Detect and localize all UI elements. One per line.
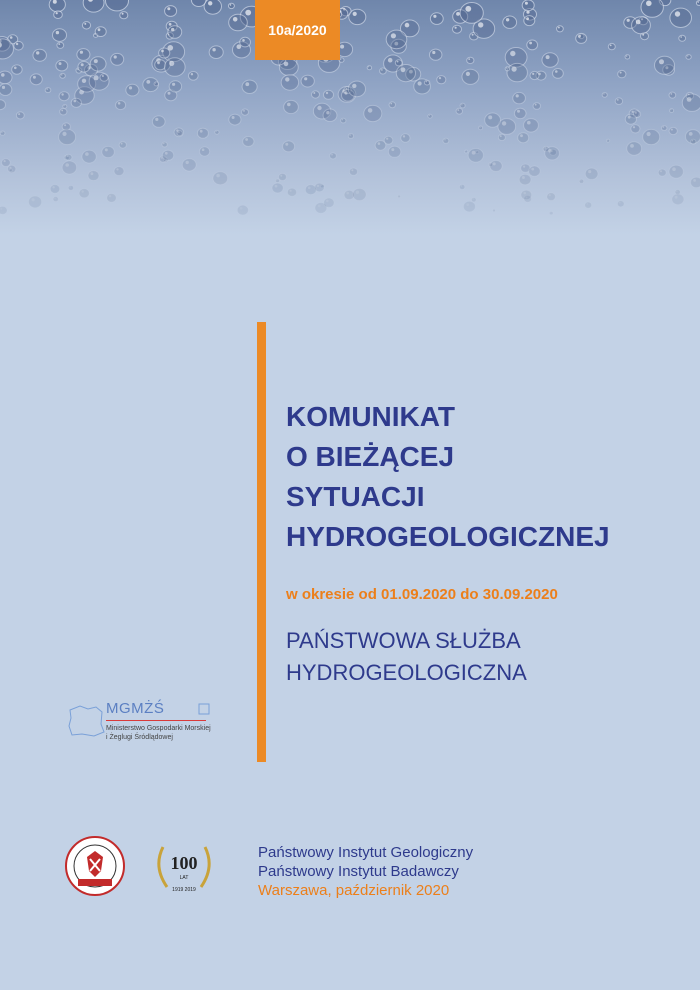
issue-number-badge: [255, 0, 340, 60]
pig-seal-logo: [64, 835, 126, 897]
service-line-2: HYDROGEOLOGICZNA: [286, 660, 527, 685]
centenary-logo: [153, 837, 215, 895]
ministry-map-icon: [66, 704, 106, 738]
service-line-1: PAŃSTWOWA SŁUŻBA: [286, 628, 521, 653]
droplets-image: [0, 0, 700, 235]
centenary-word: LAT: [179, 875, 189, 881]
report-period: w okresie od 01.09.2020 do 30.09.2020: [286, 586, 558, 603]
centenary-years: 1919 2019: [172, 887, 196, 893]
ministry-divider: [106, 720, 206, 721]
report-title: [286, 397, 686, 557]
publisher-line-2: Państwowy Instytut Badawczy: [258, 863, 459, 880]
title-line-2: O BIEŻĄCEJ: [286, 441, 455, 472]
title-line-1: KOMUNIKAT: [286, 401, 456, 432]
ministry-flag-icon: [198, 702, 212, 716]
publisher-place-date: Warszawa, październik 2020: [258, 882, 450, 899]
ministry-name-line-2: i Żeglugi Śródlądowej: [106, 734, 173, 741]
ministry-logo: [66, 700, 226, 760]
title-line-3: SYTUACJI: [286, 481, 425, 512]
title-line-4: HYDROGEOLOGICZNEJ: [286, 521, 610, 552]
publisher-block: [258, 843, 473, 900]
issue-number: 10a/2020: [268, 22, 327, 38]
service-name: [286, 625, 527, 689]
accent-bar: [257, 322, 266, 762]
ministry-name-line-1: Ministerstwo Gospodarki Morskiej: [106, 725, 211, 732]
ministry-acronym: MGMŻŚ: [106, 700, 165, 717]
water-droplets-photo: [0, 0, 700, 235]
ministry-name: [106, 724, 226, 742]
publisher-line-1: Państwowy Instytut Geologiczny: [258, 844, 474, 861]
centenary-number: 100: [170, 853, 198, 873]
